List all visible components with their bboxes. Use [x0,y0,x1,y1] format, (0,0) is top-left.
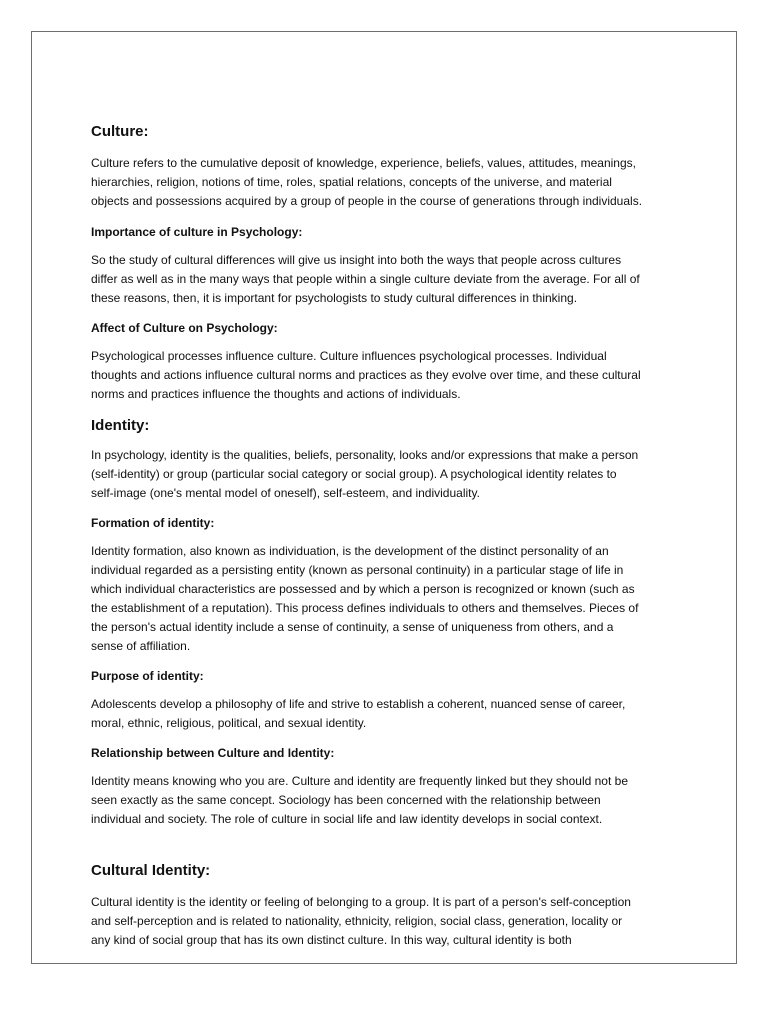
heading-affect-of-culture: Affect of Culture on Psychology: [91,321,278,335]
paragraph-affect-of-culture: Psychological processes influence culture. Culture influences psychological processes. Individual thoughts and actions influence cultural norms and practices as they evolve over time, and these cultural norms and practices influence the thoughts and actions of individuals. [91,349,641,401]
heading-culture: Culture: [91,123,149,140]
heading-purpose-of-identity: Purpose of identity: [91,669,204,683]
heading-cultural-identity: Cultural Identity: [91,862,211,879]
paragraph-identity: In psychology, identity is the qualities, beliefs, personality, looks and/or expressions that make a person (self-identity) or group (particular social category or social group). A psychological identity relates to self-image (one's mental model of oneself), self-esteem, and individuality. [91,448,639,500]
paragraph-importance-of-culture: So the study of cultural differences will give us insight into both the ways that people across cultures differ as well as in the many ways that people within a single culture deviate from the average. For all of these reasons, then, it is important for psychologists to study cultural differences in thinking. [91,253,640,305]
heading-importance-of-culture: Importance of culture in Psychology: [91,225,303,239]
paragraph-culture: Culture refers to the cumulative deposit of knowledge, experience, beliefs, values, attitudes, meanings, hierarchies, religion, notions of time, roles, spatial relations, concepts of the universe, and material objects and possessions acquired by a group of people in the course of generations through individuals. [91,156,643,208]
heading-identity: Identity: [91,417,150,434]
document-content [91,122,711,950]
paragraph-formation-of-identity: Identity formation, also known as individuation, is the development of the distinct personality of an individual regarded as a persisting entity (known as personal continuity) in a particular stage of life in which individual characteristics are possessed and by which a person is recognized or known (such as the establishment of a reputation). This process defines individuals to others and themselves. Pieces of the person's actual identity include a sense of continuity, a sense of uniqueness from others, and a sense of affiliation. [91,544,639,653]
paragraph-cultural-identity: Cultural identity is the identity or feeling of belonging to a group. It is part of a person's self-conception and self-perception and is related to nationality, ethnicity, religion, social class, generation, locality or any kind of social group that has its own distinct culture. In this way, cultural identity is both [91,895,631,947]
paragraph-relationship-culture-identity: Identity means knowing who you are. Culture and identity are frequently linked but they should not be seen exactly as the same concept. Sociology has been concerned with the relationship between individual and society. The role of culture in social life and law identity develops in social context. [91,774,628,826]
heading-relationship-culture-identity: Relationship between Culture and Identity: [91,746,335,760]
paragraph-purpose-of-identity: Adolescents develop a philosophy of life and strive to establish a coherent, nuanced sense of career, moral, ethnic, religious, political, and sexual identity. [91,697,626,730]
document-page [31,31,737,964]
heading-formation-of-identity: Formation of identity: [91,516,215,530]
